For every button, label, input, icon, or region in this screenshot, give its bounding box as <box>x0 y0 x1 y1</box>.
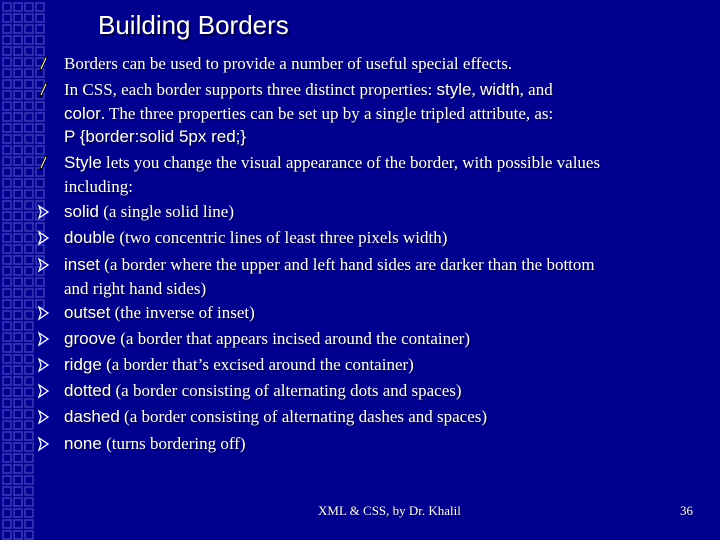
decorative-square <box>3 25 11 33</box>
decorative-square <box>14 36 22 44</box>
keyword-solid: solid <box>64 202 99 221</box>
decorative-square <box>3 498 11 506</box>
decorative-square <box>14 454 22 462</box>
decorative-square <box>3 157 11 165</box>
sub-bullet-item <box>64 353 709 377</box>
decorative-square <box>25 498 33 506</box>
decorative-square <box>14 421 22 429</box>
keyword-dotted: dotted <box>64 381 112 400</box>
decorative-square <box>36 3 44 11</box>
decorative-square <box>3 399 11 407</box>
decorative-square <box>25 135 33 143</box>
bullet-text: (turns bordering off) <box>101 434 246 453</box>
decorative-square <box>14 69 22 77</box>
decorative-square <box>3 69 11 77</box>
keyword-ridge: ridge <box>64 355 102 374</box>
arrow-bullet-icon <box>36 330 50 346</box>
sub-bullet-item <box>64 226 709 250</box>
decorative-square <box>25 377 33 385</box>
decorative-square <box>25 14 33 22</box>
decorative-square <box>3 278 11 286</box>
decorative-square <box>25 454 33 462</box>
decorative-square <box>3 531 11 539</box>
keyword-double: double <box>64 228 116 247</box>
decorative-square <box>14 135 22 143</box>
decorative-square <box>25 25 33 33</box>
decorative-square <box>3 355 11 363</box>
decorative-square <box>14 80 22 88</box>
decorative-square <box>3 245 11 253</box>
arrow-bullet-icon <box>36 435 50 451</box>
decorative-square <box>14 201 22 209</box>
keyword-outset: outset <box>64 303 111 322</box>
decorative-square <box>25 465 33 473</box>
bullet-text: (a border that’s excised around the container) <box>101 355 414 374</box>
bullet-item <box>64 78 709 149</box>
decorative-square <box>14 531 22 539</box>
decorative-square <box>25 399 33 407</box>
decorative-square <box>14 223 22 231</box>
decorative-square <box>25 443 33 451</box>
decorative-square <box>14 267 22 275</box>
bullet-text: (a border that appears incised around the container) <box>115 329 470 348</box>
decorative-square <box>3 168 11 176</box>
decorative-square <box>3 58 11 66</box>
arrow-bullet-icon <box>36 382 50 398</box>
sub-bullet-item <box>64 253 709 300</box>
decorative-square <box>25 47 33 55</box>
decorative-square <box>14 366 22 374</box>
decorative-square <box>25 421 33 429</box>
bullet-item <box>64 151 709 198</box>
bullet-text: In CSS, each border supports three distinct properties: <box>64 80 437 99</box>
decorative-square <box>14 333 22 341</box>
decorative-square <box>36 47 44 55</box>
decorative-square <box>14 157 22 165</box>
bullet-text: (two concentric lines of least three pixels width) <box>115 228 448 247</box>
decorative-square <box>14 146 22 154</box>
decorative-square <box>14 476 22 484</box>
decorative-square <box>25 520 33 528</box>
decorative-square <box>14 509 22 517</box>
decorative-square <box>25 3 33 11</box>
decorative-square <box>25 300 33 308</box>
decorative-square <box>25 146 33 154</box>
decorative-square <box>36 179 44 187</box>
decorative-square <box>14 289 22 297</box>
decorative-square <box>25 333 33 341</box>
decorative-square <box>25 245 33 253</box>
page-number: 36 <box>680 503 693 518</box>
decorative-square <box>3 487 11 495</box>
decorative-square <box>36 124 44 132</box>
decorative-square <box>25 157 33 165</box>
decorative-square <box>36 25 44 33</box>
slash-bullet-icon <box>36 154 50 170</box>
footer-text: XML & CSS, by Dr. Khalil <box>318 503 461 518</box>
decorative-square <box>3 179 11 187</box>
sub-bullet-item <box>64 200 709 224</box>
decorative-square <box>14 344 22 352</box>
decorative-square <box>3 465 11 473</box>
decorative-square <box>14 168 22 176</box>
bullet-text: (a single solid line) <box>98 202 234 221</box>
decorative-square <box>3 267 11 275</box>
decorative-square <box>25 36 33 44</box>
decorative-square <box>36 245 44 253</box>
bullet-item <box>64 52 709 76</box>
decorative-square <box>25 410 33 418</box>
bullet-text: (a border consisting of alternating dots and spaces) <box>111 381 462 400</box>
decorative-square <box>25 322 33 330</box>
decorative-square <box>14 113 22 121</box>
decorative-square <box>3 388 11 396</box>
decorative-square <box>14 278 22 286</box>
decorative-square <box>25 487 33 495</box>
decorative-square <box>25 256 33 264</box>
decorative-square <box>14 388 22 396</box>
decorative-square <box>36 289 44 297</box>
decorative-square <box>3 377 11 385</box>
decorative-square <box>25 278 33 286</box>
bullet-text: lets you change the visual appearance of the border, with possible values <box>101 153 601 172</box>
decorative-square <box>3 311 11 319</box>
decorative-square <box>3 300 11 308</box>
decorative-square <box>25 432 33 440</box>
decorative-square <box>14 322 22 330</box>
decorative-square <box>14 256 22 264</box>
decorative-square <box>25 531 33 539</box>
decorative-square <box>25 168 33 176</box>
decorative-square <box>14 432 22 440</box>
decorative-square <box>14 410 22 418</box>
decorative-square <box>25 69 33 77</box>
decorative-square <box>36 102 44 110</box>
decorative-square <box>14 443 22 451</box>
decorative-square <box>14 487 22 495</box>
decorative-square <box>14 355 22 363</box>
decorative-square <box>14 234 22 242</box>
arrow-bullet-icon <box>36 408 50 424</box>
bullet-text: including: <box>64 176 133 196</box>
decorative-square <box>36 146 44 154</box>
sub-bullet-item <box>64 301 709 325</box>
slash-bullet-icon <box>36 81 50 97</box>
decorative-square <box>3 520 11 528</box>
decorative-square <box>14 190 22 198</box>
decorative-square <box>25 212 33 220</box>
arrow-bullet-icon <box>36 356 50 372</box>
decorative-square <box>3 443 11 451</box>
bullet-text: , and <box>519 80 553 99</box>
decorative-square <box>14 520 22 528</box>
decorative-square <box>36 278 44 286</box>
decorative-square <box>3 14 11 22</box>
decorative-square <box>3 256 11 264</box>
decorative-square <box>14 465 22 473</box>
decorative-square <box>25 102 33 110</box>
decorative-square <box>14 124 22 132</box>
decorative-square <box>25 289 33 297</box>
decorative-square <box>25 113 33 121</box>
decorative-square <box>3 80 11 88</box>
arrow-bullet-icon <box>36 203 50 219</box>
decorative-square <box>36 135 44 143</box>
sub-bullet-item <box>64 327 709 351</box>
decorative-square <box>14 377 22 385</box>
decorative-square <box>25 91 33 99</box>
keyword-color: color <box>64 103 101 123</box>
bullet-text: , <box>471 80 480 99</box>
keyword-style: style <box>436 80 472 99</box>
decorative-square <box>25 355 33 363</box>
decorative-square <box>14 212 22 220</box>
decorative-square <box>25 80 33 88</box>
decorative-square <box>14 498 22 506</box>
sub-bullet-item <box>64 432 709 456</box>
decorative-square <box>3 289 11 297</box>
decorative-square <box>14 245 22 253</box>
decorative-square <box>25 267 33 275</box>
decorative-square <box>25 58 33 66</box>
decorative-square <box>3 124 11 132</box>
sub-bullet-item <box>64 379 709 403</box>
decorative-square <box>14 25 22 33</box>
decorative-square <box>3 135 11 143</box>
decorative-square <box>25 476 33 484</box>
decorative-square <box>25 223 33 231</box>
decorative-square <box>14 311 22 319</box>
keyword-inset: inset <box>64 255 100 274</box>
keyword-width: width <box>479 80 520 99</box>
decorative-square <box>25 344 33 352</box>
keyword-style: Style <box>64 153 102 172</box>
decorative-square <box>3 366 11 374</box>
decorative-square <box>3 146 11 154</box>
decorative-square <box>3 102 11 110</box>
decorative-square <box>3 113 11 121</box>
decorative-square <box>3 36 11 44</box>
decorative-square <box>3 322 11 330</box>
decorative-square <box>14 179 22 187</box>
decorative-square <box>25 509 33 517</box>
code-example: P {border:solid 5px red;} <box>64 127 247 146</box>
decorative-square <box>3 344 11 352</box>
decorative-square <box>36 14 44 22</box>
decorative-square <box>3 3 11 11</box>
decorative-square <box>3 223 11 231</box>
decorative-square <box>25 311 33 319</box>
bullet-text: Borders can be used to provide a number of useful special effects. <box>64 54 513 73</box>
arrow-bullet-icon <box>36 229 50 245</box>
sub-bullet-item <box>64 405 709 429</box>
decorative-square <box>25 234 33 242</box>
decorative-square <box>3 201 11 209</box>
decorative-square <box>36 36 44 44</box>
decorative-square <box>25 179 33 187</box>
decorative-square <box>3 410 11 418</box>
keyword-dashed: dashed <box>64 407 120 426</box>
decorative-square <box>3 234 11 242</box>
decorative-square <box>25 190 33 198</box>
decorative-square <box>25 124 33 132</box>
decorative-square <box>3 333 11 341</box>
keyword-groove: groove <box>64 329 116 348</box>
bullet-text: (a border consisting of alternating dashes and spaces) <box>119 407 488 426</box>
decorative-square <box>36 113 44 121</box>
decorative-square <box>14 399 22 407</box>
decorative-square <box>3 454 11 462</box>
decorative-square <box>14 14 22 22</box>
decorative-square <box>3 476 11 484</box>
decorative-square <box>25 201 33 209</box>
decorative-square <box>36 190 44 198</box>
bullet-text: and right hand sides) <box>64 278 207 298</box>
decorative-square <box>3 190 11 198</box>
bullet-text: (the inverse of inset) <box>110 303 255 322</box>
slash-bullet-icon <box>36 55 50 71</box>
decorative-square <box>14 91 22 99</box>
decorative-square <box>3 509 11 517</box>
decorative-square <box>3 47 11 55</box>
decorative-square <box>14 300 22 308</box>
decorative-square <box>3 432 11 440</box>
decorative-square <box>25 388 33 396</box>
decorative-square <box>3 91 11 99</box>
keyword-none: none <box>64 434 102 453</box>
bullet-text: . The three properties can be set up by a single tripled attribute, as: <box>100 103 554 123</box>
bullet-text: (a border where the upper and left hand sides are darker than the bottom <box>99 255 595 274</box>
decorative-square <box>14 47 22 55</box>
decorative-square <box>14 102 22 110</box>
decorative-square <box>25 366 33 374</box>
decorative-square <box>3 421 11 429</box>
slide-title: Building Borders <box>98 10 289 40</box>
arrow-bullet-icon <box>36 304 50 320</box>
arrow-bullet-icon <box>36 256 50 272</box>
decorative-square <box>14 3 22 11</box>
decorative-square <box>3 212 11 220</box>
decorative-square <box>14 58 22 66</box>
